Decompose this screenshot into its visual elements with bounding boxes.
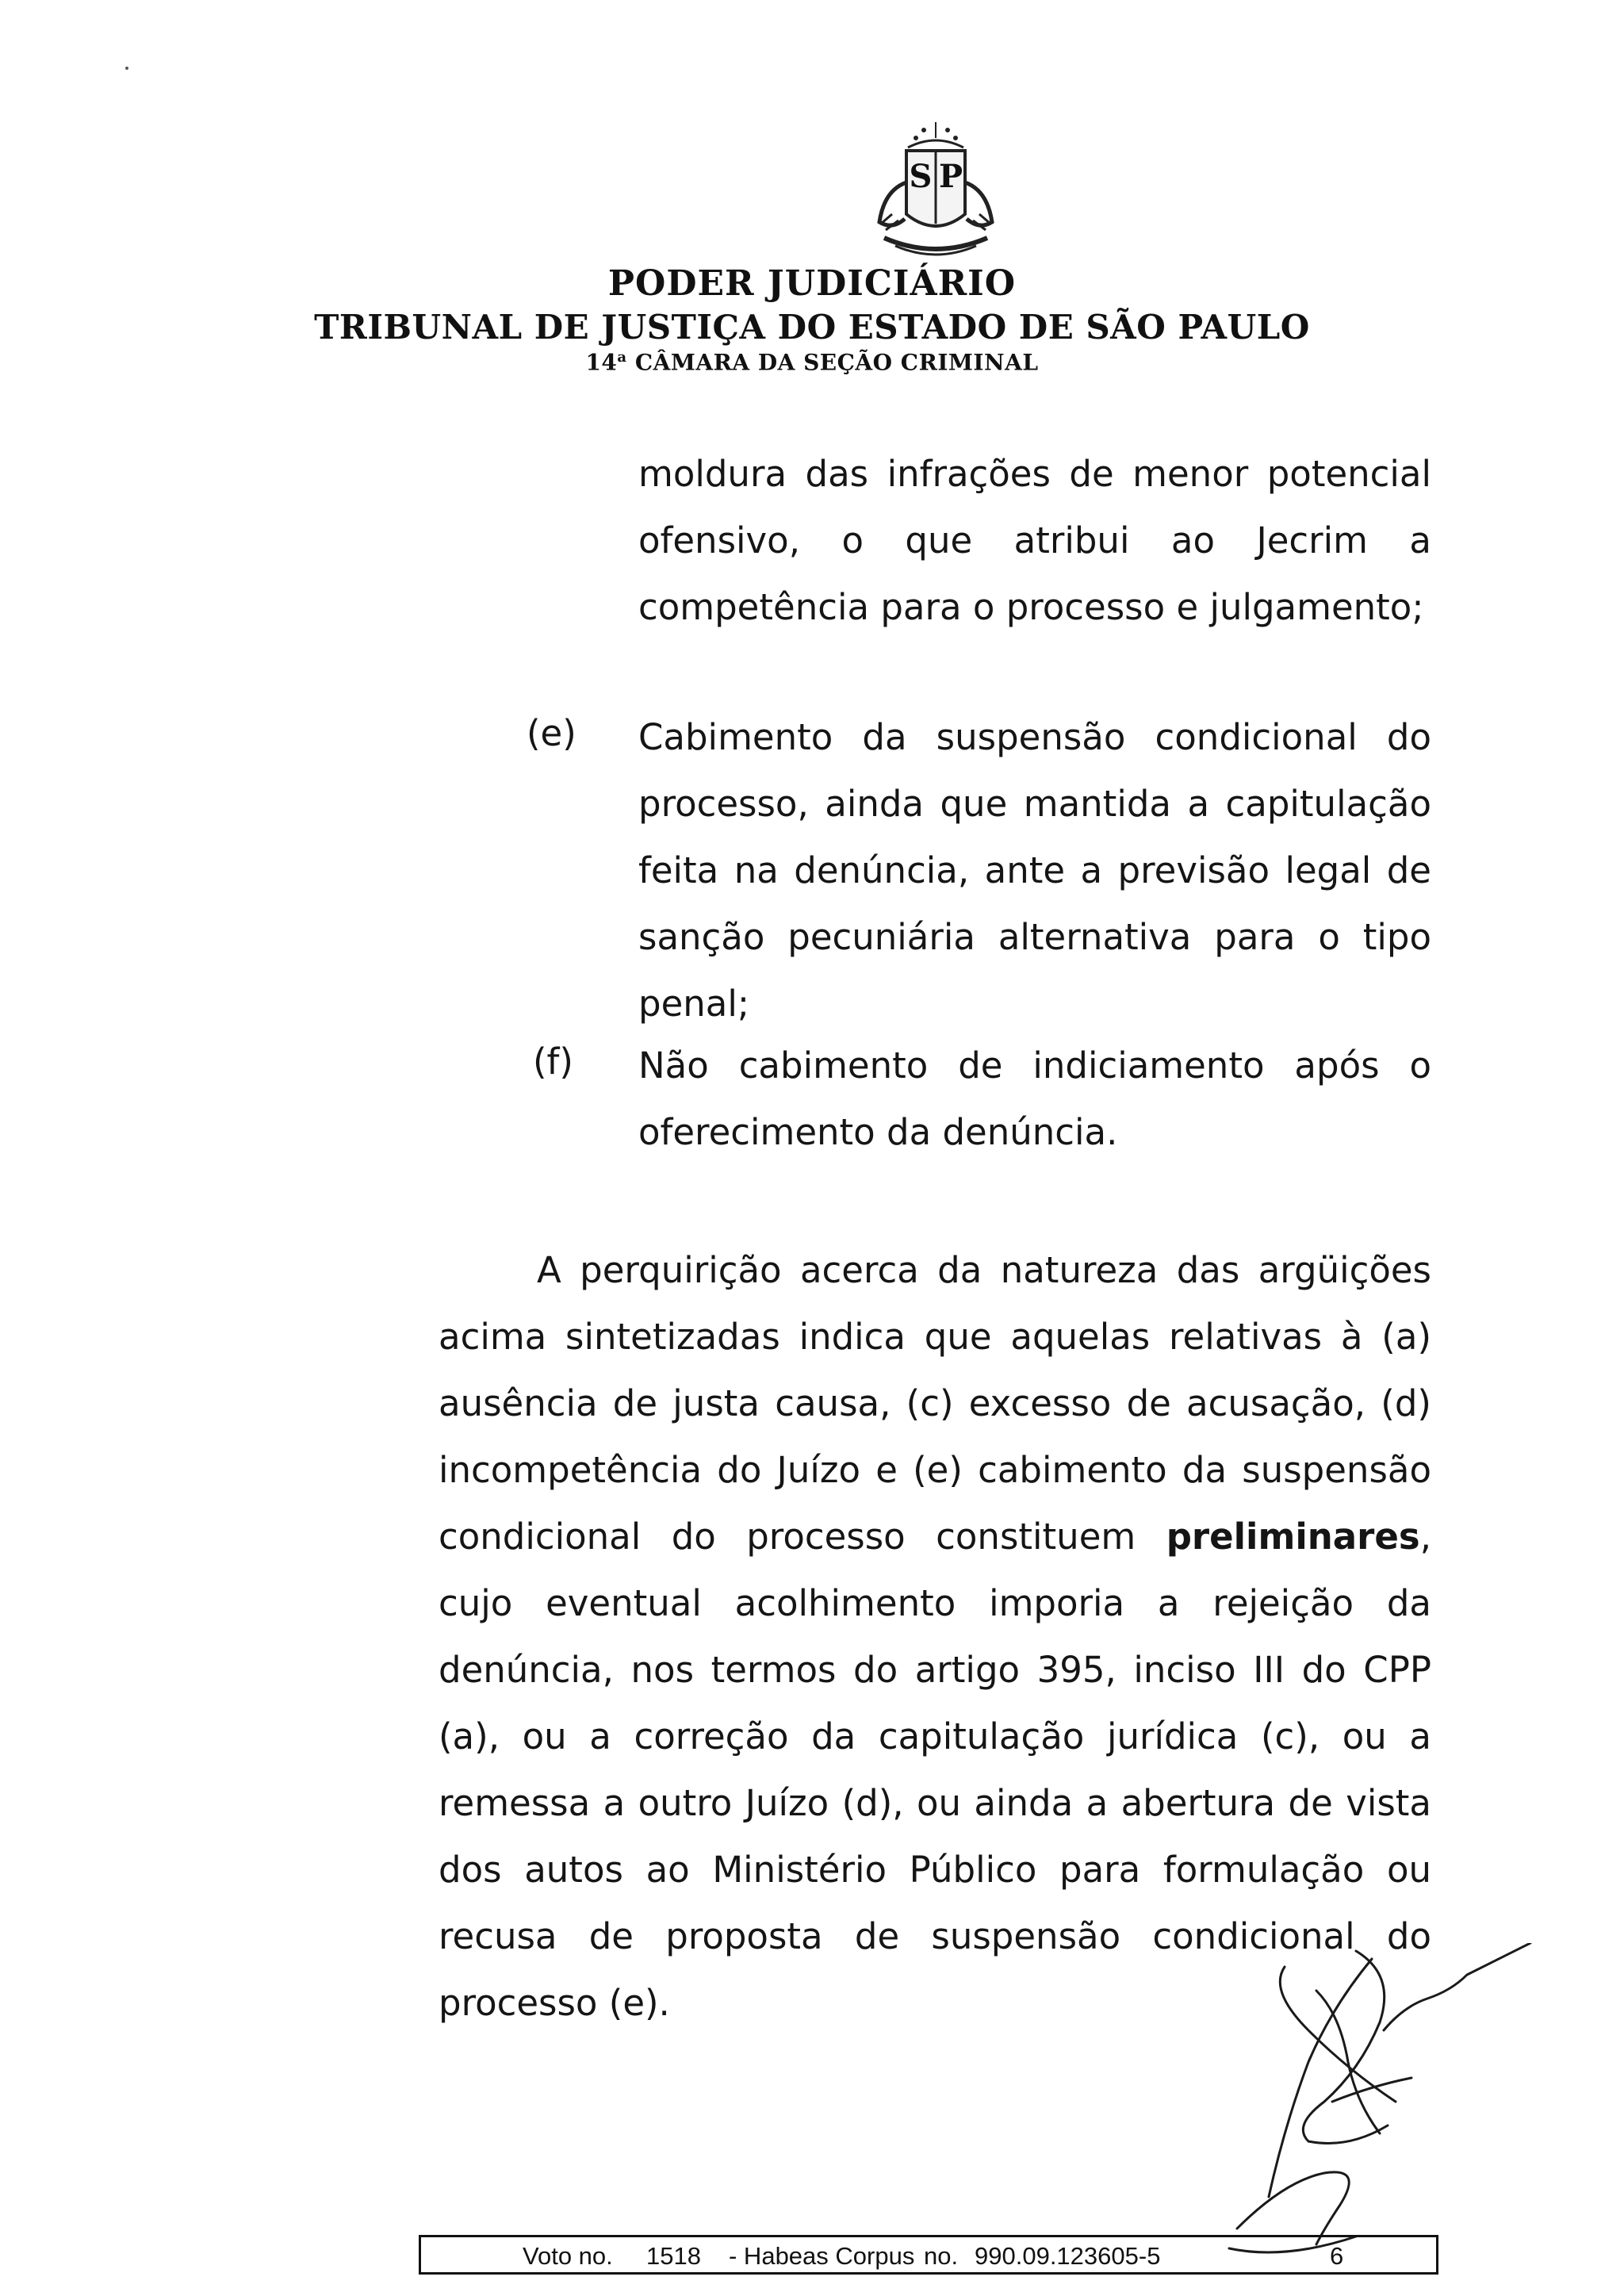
item-d-continuation: moldura das infrações de menor potencial ofensivo, o que atribui ao Jecrim a competência para o processo e julgamento;	[638, 453, 1431, 628]
paragraph-part-1: A perquirição acerca da natureza das argüições acima sintetizadas indica que aquelas relativas à (a) ausência de justa causa, (c) excesso de acusação, (d) incompetência do Juízo e (e) cabimento da suspensão condicional do processo constituem	[439, 1249, 1431, 1558]
header-poder-judiciario: PODER JUDICIÁRIO	[607, 263, 1017, 304]
paragraph-bold-preliminares: preliminares	[1166, 1516, 1420, 1558]
camara-ordinal: a	[617, 349, 627, 366]
footer-page-number: 6	[1330, 2242, 1344, 2270]
seal-letter-s: S	[909, 158, 933, 195]
footer-case-box	[419, 2235, 1438, 2275]
header-tribunal: TRIBUNAL DE JUSTIÇA DO ESTADO DE SÃO PAULO	[314, 308, 1310, 347]
footer-case-number: 990.09.123605-5	[975, 2242, 1161, 2270]
footer-habeas-corpus: - Habeas Corpus	[729, 2242, 915, 2270]
footer-voto-number: 1518	[646, 2242, 701, 2270]
footer-voto-label: Voto no.	[523, 2242, 613, 2270]
sao-paulo-seal-icon	[860, 119, 1011, 262]
camara-text: CÂMARA DA SEÇÃO CRIMINAL	[626, 349, 1039, 376]
paragraph-part-2: , cujo eventual acolhimento imporia a rejeição da denúncia, nos termos do artigo 395, inciso III do CPP (a), ou a correção da capitulação jurídica (c), ou a remessa a outro Juízo (d), ou ainda a abertura de vista dos autos ao Ministério Público para formulação ou recusa de proposta de suspensão condicional do processo (e).	[439, 1516, 1431, 2024]
item-f-text: Não cabimento de indiciamento após o oferecimento da denúncia.	[638, 1044, 1431, 1153]
camara-number: 14	[585, 349, 618, 376]
item-e-label: (e)	[527, 712, 576, 754]
main-paragraph	[439, 1237, 1431, 2037]
seal-letter-p: P	[938, 158, 963, 195]
item-f-label: (f)	[533, 1041, 573, 1083]
handwritten-signature	[1189, 1943, 1554, 2276]
stray-mark	[125, 67, 128, 70]
header-camara	[0, 349, 1624, 375]
item-e-text: Cabimento da suspensão condicional do processo, ainda que mantida a capitulação feita na denúncia, ante a previsão legal de sanção pecuniária alternativa para o tipo penal;	[638, 716, 1431, 1025]
footer-no-label: no.	[924, 2242, 959, 2270]
